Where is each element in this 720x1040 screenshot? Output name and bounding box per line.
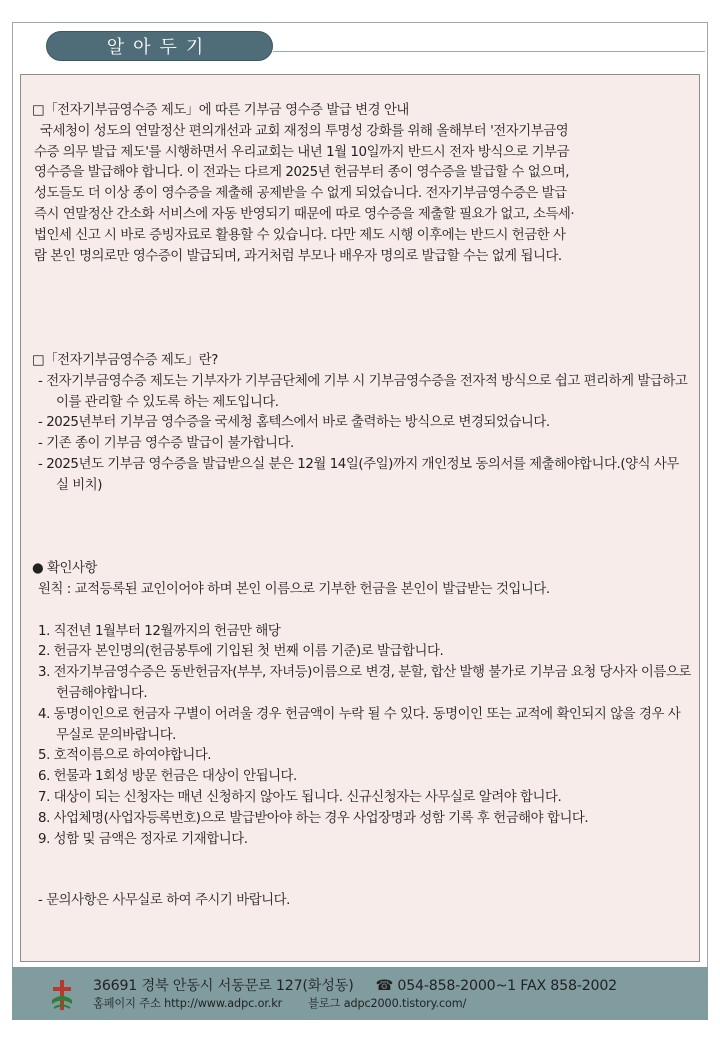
page-title: 알아두기: [46, 31, 273, 61]
title-divider: [273, 51, 705, 52]
list-item: 7. 대상이 되는 신청자는 매년 신청하지 않아도 됩니다. 신규신청자는 사무실로 알려야 합니다.: [38, 789, 562, 805]
list-item: - 전자기부금영수증 제도는 기부자가 기부금단체에 기부 시 기부금영수증을 전자적 방식으로 쉽고 편리하게 발급하고 이를 관리할 수 있도록 하는 제도입니다.: [38, 373, 688, 410]
list-item: 8. 사업체명(사업자등록번호)으로 발급받아야 하는 경우 사업장명과 성함 기록 후 헌금해야 합니다.: [38, 810, 589, 826]
checklist-section: [32, 559, 692, 912]
list-item: - 2025년부터 기부금 영수증을 국세청 홈텍스에서 바로 출력하는 방식으로 변경되었습니다.: [38, 415, 550, 431]
list-item: - 기존 종이 기부금 영수증 발급이 불가합니다.: [38, 436, 294, 452]
receipt-change-section: [32, 101, 692, 267]
list-item: - 2025년도 기부금 영수증을 발급받으실 분은 12월 14일(주일)까지 개인정보 동의서를 제출해야합니다.(양식 사무실 비치): [38, 456, 679, 493]
list-item: 3. 전자기부금영수증은 동반헌금자(부부, 자녀등)이름으로 변경, 분할, 합산 발행 불가로 기부금 요청 당사자 이름으로 헌금해야합니다.: [38, 665, 691, 701]
paragraph-line: 성도들도 더 이상 종이 영수증을 제출해 공제받을 수 없게 되었습니다. 전자기부금영수증은 발급: [34, 186, 567, 202]
footer-web-line: [93, 995, 466, 1011]
list-item: 5. 호적이름으로 하여야합니다.: [38, 748, 212, 764]
list-item: 4. 동명이인으로 헌금자 구별이 어려울 경우 헌금액이 누락 될 수 있다. 동명이인 또는 교적에 확인되지 않을 경우 사무실로 문의바랍니다.: [38, 706, 681, 743]
paragraph-line: 람 본인 명의로만 영수증이 발급되며, 과거처럼 부모나 배우자 명의로 발급할 수는 없게 됩니다.: [34, 248, 562, 264]
receipt-change-paragraph: [32, 122, 692, 268]
checklist-heading-label: 확인사항: [47, 561, 97, 576]
checklist-heading: [32, 559, 692, 580]
paragraph-line: 영수증을 발급해야 합니다. 이 전과는 다르게 2025년 헌금부터 종이 영수증을 발급할 수 없으며,: [34, 165, 570, 181]
church-cross-logo-icon: [49, 978, 75, 1012]
list-item: 6. 헌물과 1회성 방문 헌금은 대상이 안됩니다.: [38, 769, 297, 785]
list-item: 9. 성함 및 금액은 정자로 기재합니다.: [38, 831, 248, 847]
bullet-icon: ●: [32, 561, 44, 576]
receipt-change-heading: □「전자기부금영수증 제도」에 따른 기부금 영수증 발급 변경 안내: [32, 103, 409, 118]
list-item: 1. 직전년 1월부터 12월까지의 헌금만 해당: [38, 623, 281, 639]
paragraph-line: 즉시 연말정산 간소화 서비스에 자동 반영되기 때문에 따로 영수증을 제출할 필요가 없고, 소득세·: [34, 206, 575, 222]
paragraph-line: 수증 의무 발급 제도'를 시행하면서 우리교회는 내년 1월 10일까지 반드시 전자 방식으로 기부금: [34, 144, 570, 160]
footer-address-line: [93, 975, 617, 995]
system-definition-section: [32, 351, 692, 497]
system-definition-heading: □「전자기부금영수증 제도」란?: [32, 353, 218, 368]
paragraph-line: 법인세 신고 시 바로 증빙자료로 활용할 수 있습니다. 다만 제도 시행 이후에는 반드시 헌금한 사: [34, 227, 566, 243]
contact-note: - 문의사항은 사무실로 하여 주시기 바랍니다.: [38, 893, 290, 909]
principle-text: 원칙 : 교적등록된 교인이어야 하며 본인 이름으로 기부한 헌금을 본인이 발급받는 것입니다.: [38, 581, 550, 597]
paragraph-line: 국세청이 성도의 연말정산 편의개선과 교회 재정의 투명성 강화를 위해 올해부터 '전자기부금영: [40, 123, 569, 139]
homepage-link[interactable]: 홈페이지 주소 http://www.adpc.or.kr: [93, 997, 283, 1010]
church-phone: ☎ 054-858-2000~1 FAX 858-2002: [375, 978, 618, 994]
list-item: 2. 헌금자 본인명의(헌금봉투에 기입된 첫 번째 이름 기준)로 발급합니다.: [38, 644, 444, 660]
blog-link[interactable]: 블로그 adpc2000.tistory.com/: [308, 997, 467, 1010]
church-address: 36691 경북 안동시 서동문로 127(화성동): [93, 978, 354, 994]
